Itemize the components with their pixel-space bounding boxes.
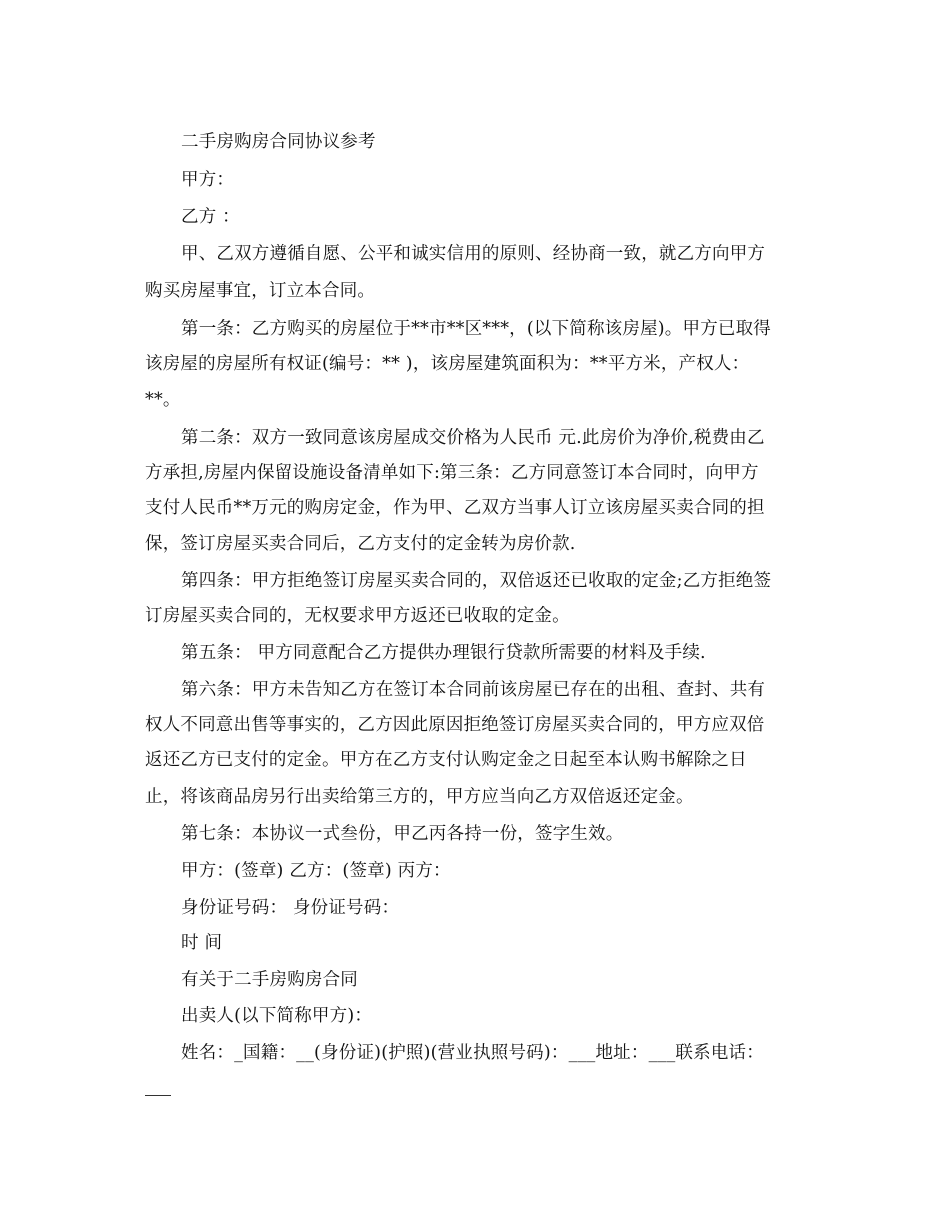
document-title: 二手房购房合同协议参考 — [181, 132, 376, 152]
intro-line: 甲、乙双方遵循自愿、公平和诚实信用的原则、经协商一致，就乙方向甲方 — [181, 244, 766, 264]
clause-2-line: 第二条：双方一致同意该房屋成交价格为人民币 元.此房价为净价,税费由乙 — [181, 428, 765, 448]
clause-4-line: 第四条：甲方拒绝签订房屋买卖合同的，双倍返还已收取的定金;乙方拒绝签 — [181, 571, 772, 591]
clause-2-line: 方承担,房屋内保留设施设备清单如下:第三条：乙方同意签订本合同时，向甲方 — [145, 463, 759, 483]
party-b-label: 乙方 ： — [181, 207, 240, 227]
clause-1-line: 该房屋的房屋所有权证(编号：** )，该房屋建筑面积为：**平方米，产权人： — [145, 354, 750, 374]
clause-6-line: 权人不同意出售等事实的，乙方因此原因拒绝签订房屋买卖合同的，甲方应双倍 — [145, 715, 765, 735]
seller-info-line: 姓名：_国籍：__(身份证)(护照)(营业执照号码)：___地址：___联系电话： — [181, 1043, 764, 1063]
blank-underline — [145, 1095, 171, 1096]
clause-1-line: **。 — [145, 390, 181, 410]
section-2-title: 有关于二手房购房合同 — [181, 970, 358, 990]
clause-2-line: 支付人民币**万元的购房定金，作为甲、乙双方当事人订立该房屋买卖合同的担 — [145, 498, 765, 518]
clause-6-line: 止，将该商品房另行出卖给第三方的，甲方应当向乙方双倍返还定金。 — [145, 787, 694, 807]
clause-5: 第五条： 甲方同意配合乙方提供办理银行贷款所需要的材料及手续. — [181, 643, 706, 663]
party-a-label: 甲方： — [181, 170, 235, 190]
clause-2-line: 保，签订房屋买卖合同后，乙方支付的定金转为房价款. — [145, 534, 576, 554]
clause-7: 第七条：本协议一式叁份，甲乙丙各持一份，签字生效。 — [181, 824, 624, 844]
signature-line: 甲方：(签章) 乙方：(签章) 丙方： — [181, 861, 451, 881]
time-label: 时 间 — [181, 933, 223, 953]
clause-1-line: 第一条：乙方购买的房屋位于**市**区***，(以下简称该房屋)。甲方已取得 — [181, 319, 772, 339]
seller-label: 出卖人(以下简称甲方)： — [181, 1006, 373, 1026]
clause-4-line: 订房屋买卖合同的，无权要求甲方返还已收取的定金。 — [145, 606, 570, 626]
id-number-line: 身份证号码： 身份证号码： — [181, 898, 400, 918]
clause-6-line: 返还乙方已支付的定金。甲方在乙方支付认购定金之日起至本认购书解除之日 — [145, 750, 747, 770]
intro-line: 购买房屋事宜，订立本合同。 — [145, 281, 376, 301]
clause-6-line: 第六条：甲方未告知乙方在签订本合同前该房屋已存在的出租、查封、共有 — [181, 680, 766, 700]
